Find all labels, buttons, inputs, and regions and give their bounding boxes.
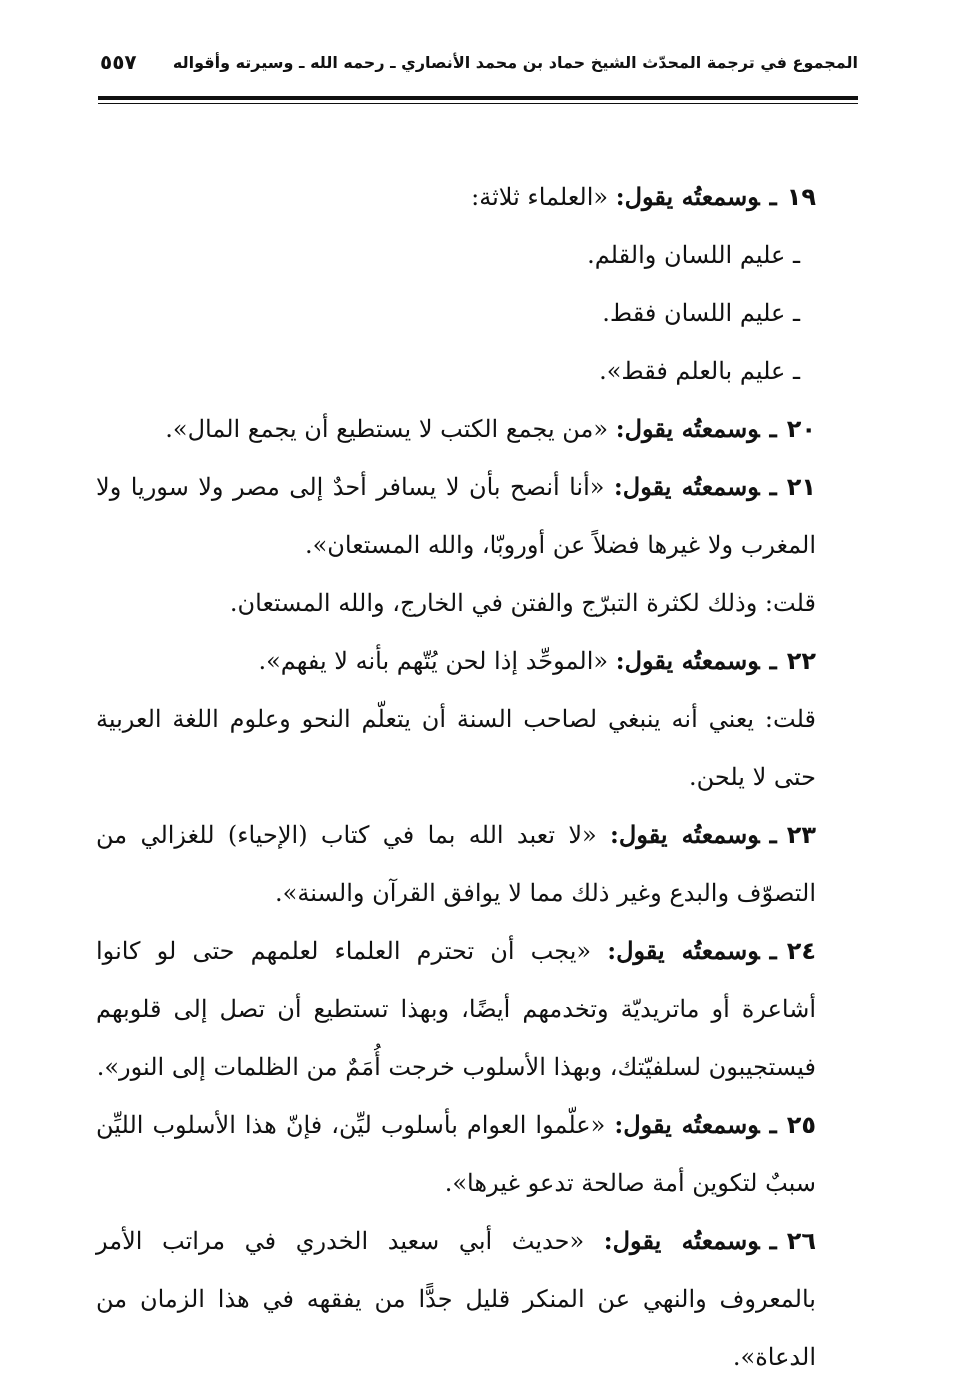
saying-26: ٢٦ـوسمعتُه يقول: «حديث أبي سعيد الخدري في مراتب الأمر بالمعروف والنهي عن المنكر قليل جدًّا من يفقهه في هذا الزمان من الدعاة». <box>96 1226 816 1371</box>
saying-19: ١٩ـوسمعتُه يقول: «العلماء ثلاثة: <box>471 182 816 211</box>
saying-lead: وسمعتُه يقول: <box>610 820 760 849</box>
author-note: قلت: وذلك لكثرة التبرّج والفتن في الخارج، والله المستعان. <box>229 589 816 617</box>
saying-number: ٢٤ <box>786 937 816 965</box>
header-rule <box>98 96 858 100</box>
saying-21: ٢١ـوسمعتُه يقول: «أنا أنصح بأن لا يسافر أحدٌ إلى مصر ولا سوريا ولا المغرب ولا غيرها فضلاً عن أوروبّا، والله المستعان». <box>96 472 816 559</box>
saying-number: ٢٦ <box>786 1227 816 1255</box>
list-item: ـ عليم اللسان والقلم. <box>587 241 800 269</box>
header-title: المجموع في ترجمة المحدّث الشيخ حماد بن محمد الأنصاري ـ رحمه الله ـ وسيرته وأقواله <box>172 52 858 72</box>
saying-number: ٢٥ <box>786 1111 816 1139</box>
running-header <box>100 40 858 84</box>
saying-number: ٢٠ <box>786 415 816 443</box>
saying-25: ٢٥ـوسمعتُه يقول: «علّموا العوام بأسلوب ليِّن، فإنّ هذا الأسلوب الليِّن سببٌ لتكوين أمة صالحة تدعو غيرها». <box>96 1110 816 1197</box>
saying-23: ٢٣ـوسمعتُه يقول: «لا تعبد الله بما في كتاب (الإحياء) للغزالي من التصوّف والبدع وغير ذلك مما لا يوافق القرآن والسنة». <box>96 820 816 907</box>
saying-lead: وسمعتُه يقول: <box>614 1110 760 1139</box>
saying-lead: وسمعتُه يقول: <box>615 414 760 443</box>
saying-lead: وسمعتُه يقول: <box>613 472 760 501</box>
saying-lead: وسمعتُه يقول: <box>603 1226 760 1255</box>
saying-text: «علّموا العوام بأسلوب ليِّن، فإنّ هذا الأسلوب الليِّن سببٌ لتكوين أمة صالحة تدعو غيرها». <box>96 1111 816 1197</box>
saying-text: «أنا أنصح بأن لا يسافر أحدٌ إلى مصر ولا سوريا ولا المغرب ولا غيرها فضلاً عن أوروبّا، والله المستعان». <box>96 473 816 559</box>
saying-text: «الموحِّد إذا لحن يُتّهم بأنه لا يفهم». <box>258 647 609 675</box>
author-note: قلت: يعني أنه ينبغي لصاحب السنة أن يتعلّم النحو وعلوم اللغة العربية حتى لا يلحن. <box>96 705 816 791</box>
saying-22: ٢٢ـوسمعتُه يقول: «الموحِّد إذا لحن يُتّهم بأنه لا يفهم». <box>258 646 816 675</box>
page-number: ٥٥٧ <box>100 50 137 74</box>
saying-lead: وسمعتُه يقول: <box>615 646 760 675</box>
saying-lead: وسمعتُه يقول: <box>615 182 760 211</box>
saying-number: ٢٢ <box>786 647 816 675</box>
saying-text: «من يجمع الكتب لا يستطيع أن يجمع المال». <box>165 415 609 443</box>
list-item: ـ عليم بالعلم فقط». <box>599 357 800 385</box>
saying-number: ٢٣ <box>786 821 816 849</box>
saying-text: «لا تعبد الله بما في كتاب (الإحياء) للغزالي من التصوّف والبدع وغير ذلك مما لا يوافق القرآن والسنة». <box>96 821 816 907</box>
saying-text: «العلماء ثلاثة: <box>471 183 609 211</box>
saying-number: ٢١ <box>786 473 816 501</box>
saying-text: «حديث أبي سعيد الخدري في مراتب الأمر بالمعروف والنهي عن المنكر قليل جدًّا من يفقهه في هذا الزمان من الدعاة». <box>96 1227 816 1371</box>
saying-number: ١٩ <box>786 183 816 211</box>
saying-lead: وسمعتُه يقول: <box>607 936 760 965</box>
saying-20: ٢٠ـوسمعتُه يقول: «من يجمع الكتب لا يستطيع أن يجمع المال». <box>165 414 816 443</box>
list-item: ـ عليم اللسان فقط. <box>602 299 800 327</box>
saying-text: «يجب أن تحترم العلماء لعلمهم حتى لو كانوا أشاعرة أو ماتريديّة وتخدمهم أيضًا، وبهذا تستطيع أن تصل إلى قلوبهم فيستجيبون لسلفيّتك، وبهذا الأسلوب خرجت أُمَمٌ من الظلمات إلى النور». <box>96 937 816 1081</box>
page-body <box>96 168 862 1386</box>
saying-24: ٢٤ـوسمعتُه يقول: «يجب أن تحترم العلماء لعلمهم حتى لو كانوا أشاعرة أو ماتريديّة وتخدمهم أيضًا، وبهذا تستطيع أن تصل إلى قلوبهم فيستجيبون لسلفيّتك، وبهذا الأسلوب خرجت أُمَمٌ من الظلمات إلى النور». <box>96 936 816 1081</box>
